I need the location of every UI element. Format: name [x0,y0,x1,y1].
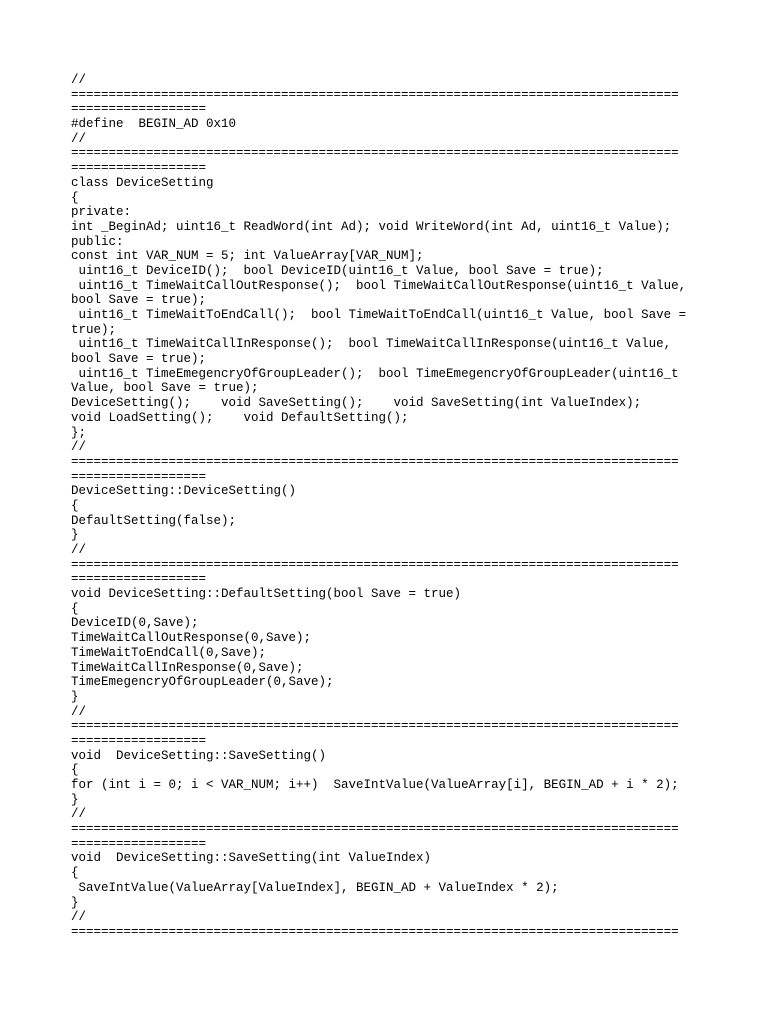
code-line: ================== [71,102,207,117]
code-line: ================================================================================= [71,719,679,734]
code-line: ================== [71,161,207,176]
code-line: uint16_t TimeWaitCallInResponse(); bool TimeWaitCallInResponse(uint16_t Value, [71,337,672,352]
code-line: ================== [71,572,207,587]
code-line: ================================================================================= [71,87,679,102]
code-line: uint16_t TimeWaitCallOutResponse(); bool TimeWaitCallOutResponse(uint16_t Value, [71,278,687,293]
code-line: } [71,792,79,807]
code-line: Value, bool Save = true); [71,381,259,396]
code-line: ================================================================================= [71,146,679,161]
code-line: } [71,689,79,704]
code-line: private: [71,205,132,220]
code-line: void LoadSetting(); void DefaultSetting(); [71,410,409,425]
code-line: { [71,190,79,205]
code-line: // [71,440,87,455]
code-line: void DeviceSetting::DefaultSetting(bool Save = true) [71,587,462,602]
code-line: SaveIntValue(ValueArray[ValueIndex], BEGIN_AD + ValueIndex * 2); [71,880,559,895]
code-line: }; [71,425,87,440]
code-line: { [71,498,79,513]
code-line: ================================================================================= [71,557,679,572]
code-line: TimeWaitToEndCall(0,Save); [71,645,267,660]
code-line: void DeviceSetting::SaveSetting(int ValueIndex) [71,851,432,866]
code-line: ================== [71,836,207,851]
code-line: class DeviceSetting [71,175,214,190]
code-line: // [71,807,87,822]
code-line: { [71,763,79,778]
code-line: } [71,895,79,910]
code-line: DeviceSetting::DeviceSetting() [71,484,297,499]
code-line: TimeWaitCallInResponse(0,Save); [71,660,304,675]
code-line: uint16_t DeviceID(); bool DeviceID(uint16_t Value, bool Save = true); [71,263,604,278]
code-line: bool Save = true); [71,352,207,367]
code-line: { [71,601,79,616]
code-line: // [71,543,87,557]
code-line: ================================================================================= [71,454,679,469]
code-line: // [71,704,87,719]
code-line: bool Save = true); [71,293,207,308]
code-line: DeviceID(0,Save); [71,616,199,631]
code-line: uint16_t TimeWaitToEndCall(); bool TimeWaitToEndCall(uint16_t Value, bool Save = [71,308,687,322]
code-line: // [71,131,87,146]
code-line: } [71,528,79,543]
code-listing [71,73,711,940]
code-line: { [71,866,79,881]
code-line: const int VAR_NUM = 5; int ValueArray[VAR_NUM]; [71,249,424,264]
code-line: // [71,73,87,87]
code-line: void DeviceSetting::SaveSetting() [71,748,327,763]
code-line: int _BeginAd; uint16_t ReadWord(int Ad); void WriteWord(int Ad, uint16_t Value); [71,219,672,234]
code-line: uint16_t TimeEmegencryOfGroupLeader(); bool TimeEmegencryOfGroupLeader(uint16_t [71,366,679,381]
code-line: // [71,910,87,925]
code-line: DeviceSetting(); void SaveSetting(); void SaveSetting(int ValueIndex); [71,396,642,411]
code-line: ================================================================================= [71,924,679,939]
code-line: for (int i = 0; i < VAR_NUM; i++) SaveIntValue(ValueArray[i], BEGIN_AD + i * 2); [71,778,679,792]
code-line: ================================================================================= [71,822,679,837]
code-line: DefaultSetting(false); [71,513,237,528]
code-line: TimeWaitCallOutResponse(0,Save); [71,631,312,646]
code-line: #define BEGIN_AD 0x10 [71,117,237,132]
code-line: true); [71,322,117,337]
code-line: ================== [71,733,207,748]
code-line: TimeEmegencryOfGroupLeader(0,Save); [71,675,334,690]
code-line: ================== [71,469,207,484]
code-line: public: [71,234,124,249]
